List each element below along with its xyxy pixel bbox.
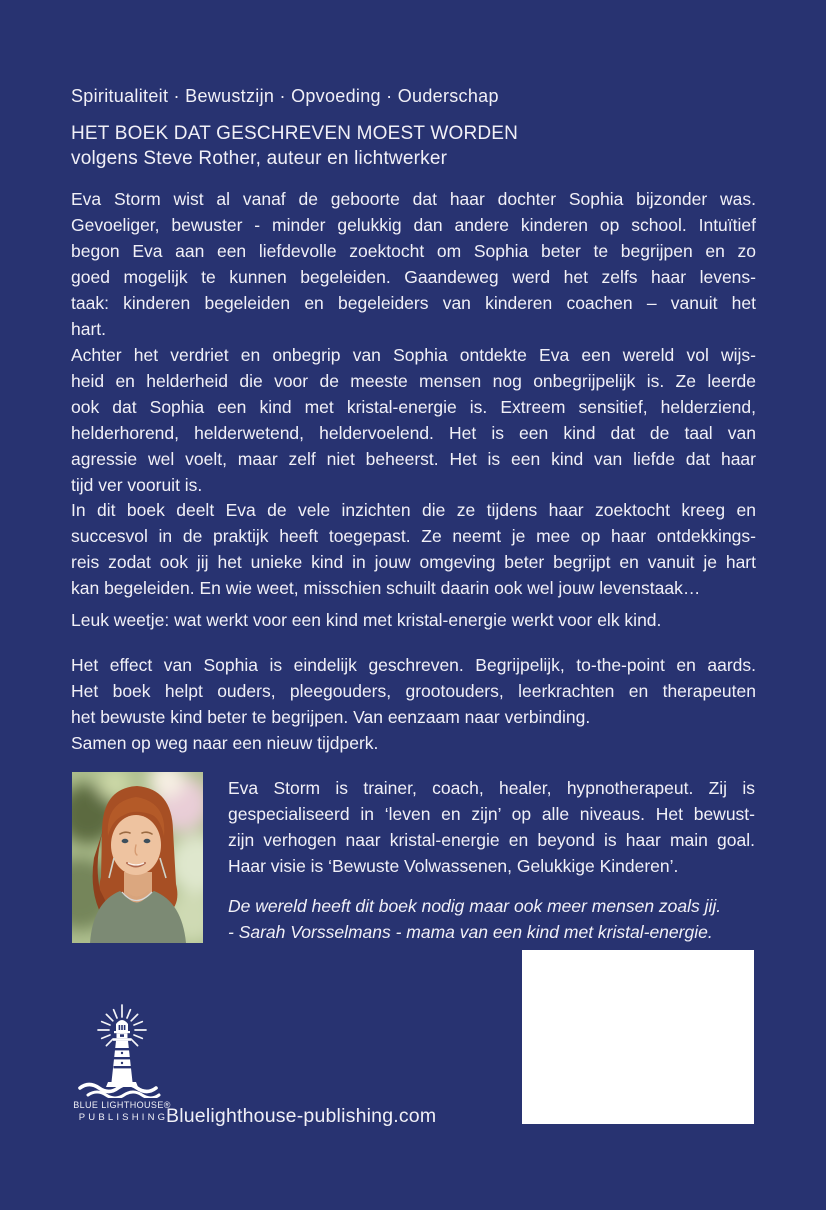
text-line: heid en helderheid die voor de meeste mensen nog onbegrijpelijk is. Ze leerde — [71, 371, 756, 391]
text-line: hart. — [71, 319, 107, 339]
text-line: gespecialiseerd in ‘leven en zijn’ op alle niveaus. Het bewust- — [228, 804, 755, 824]
text-line: helderhorend, helderwetend, heldervoelend. Het is een kind dat de taal van — [71, 423, 756, 443]
text-line: tijd ver vooruit is. — [71, 475, 203, 495]
text-line: Het boek helpt ouders, pleegouders, grootouders, leerkrachten en therapeuten — [71, 681, 756, 701]
text-line: goed mogelijk te kunnen begeleiden. Gaandeweg werd het zelfs haar levens- — [71, 267, 756, 287]
topics-line: Spiritualiteit · Bewustzijn · Opvoeding · Ouderschap — [71, 86, 499, 106]
paragraph-intro — [71, 186, 756, 342]
text-line: Gevoeliger, bewuster - minder gelukkig dan andere kinderen op school. Intuïtief — [71, 215, 756, 235]
text-line: agressie wel voelt, maar zelf niet beheerst. Het is een kind van liefde dat haar — [71, 449, 756, 469]
text-line: kan begeleiden. En wie weet, misschien schuilt daarin ook wel jouw levenstaak… — [71, 578, 701, 598]
publisher-logo-subname: PUBLISHING — [78, 1112, 169, 1123]
text-line: Haar visie is ‘Bewuste Volwassenen, Gelukkige Kinderen’. — [228, 856, 679, 876]
text-line: Leuk weetje: wat werkt voor een kind met kristal-energie werkt voor elk kind. — [71, 610, 662, 630]
text-line: reis zodat ook jij het unieke kind in jouw omgeving beter begrijpt en vanuit je hart — [71, 552, 756, 572]
lighthouse-icon — [72, 1004, 172, 1098]
text-line: Eva Storm wist al vanaf de geboorte dat haar dochter Sophia bijzonder was. — [71, 189, 756, 209]
text-line: Samen op weg naar een nieuw tijdperk. — [71, 733, 379, 753]
text-line: - Sarah Vorsselmans - mama van een kind met kristal-energie. — [228, 922, 713, 942]
paragraph-discovery — [71, 342, 756, 498]
barcode-placeholder — [522, 950, 754, 1124]
paragraph-fun-fact — [71, 607, 756, 633]
text-line: De wereld heeft dit boek nodig maar ook meer mensen zoals jij. — [228, 896, 722, 916]
publisher-logo — [70, 1004, 174, 1123]
text-line: Eva Storm is trainer, coach, healer, hypnotherapeut. Zij is — [228, 778, 755, 798]
author-bio — [228, 775, 755, 879]
text-line: begon Eva aan een liefdevolle zoektocht om Sophia beter te begrijpen en zo — [71, 241, 756, 261]
paragraph-effect — [71, 652, 756, 756]
author-photo — [72, 772, 203, 943]
publisher-logo-name: BLUE LIGHTHOUSE® — [73, 1100, 171, 1110]
text-line: succesvol in de praktijk heeft toegepast. Ze neemt je mee op haar ontdekkings- — [71, 526, 756, 546]
testimonial-quote — [228, 893, 755, 945]
publisher-website: Bluelighthouse-publishing.com — [166, 1105, 437, 1127]
text-line: taak: kinderen begeleiden en begeleiders van kinderen coachen – vanuit het — [71, 293, 756, 313]
text-line: ook dat Sophia een kind met kristal-energie is. Extreem sensitief, helderziend, — [71, 397, 756, 417]
headline-title: HET BOEK DAT GESCHREVEN MOEST WORDEN — [71, 123, 519, 144]
text-line: het bewuste kind beter te begrijpen. Van eenzaam naar verbinding. — [71, 707, 591, 727]
text-line: zijn verhogen naar kristal-energie en beyond is haar main goal. — [228, 830, 755, 850]
headline-subtitle: volgens Steve Rother, auteur en lichtwerker — [71, 148, 448, 169]
text-line: In dit boek deelt Eva de vele inzichten die ze tijdens haar zoektocht kreeg en — [71, 500, 756, 520]
paragraph-book-content — [71, 497, 756, 601]
headline — [71, 121, 518, 171]
text-line: Achter het verdriet en onbegrip van Sophia ontdekte Eva een wereld vol wijs- — [71, 345, 756, 365]
text-line: Het effect van Sophia is eindelijk geschreven. Begrijpelijk, to-the-point en aards. — [71, 655, 756, 675]
